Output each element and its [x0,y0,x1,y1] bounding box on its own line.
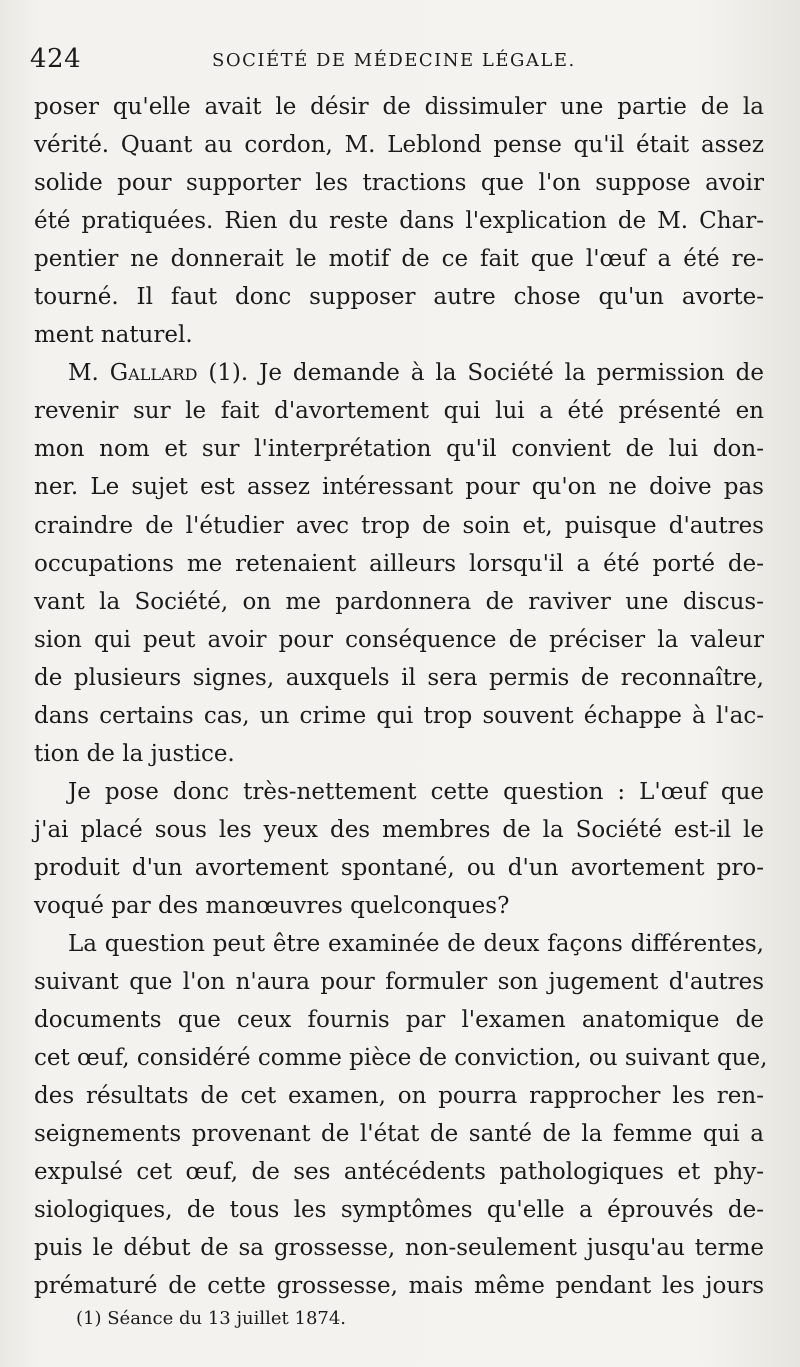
body-text [34,88,768,1306]
text-line: poser qu'elle avait le désir de dissimuler une partie de la [34,94,764,120]
text-line: La question peut être examinée de deux façons différentes, [68,931,764,958]
text-line: vérité. Quant au cordon, M. Leblond pense qu'il était assez [34,132,764,159]
text-line: documents que ceux fournis par l'examen anatomique de [34,1007,764,1034]
text-line: occupations me retenaient ailleurs lorsqu'il a été porté de- [34,550,764,577]
page-number: 424 [30,44,82,74]
text-line: des résultats de cet examen, on pourra rapprocher les ren- [34,1083,764,1110]
text-line: produit d'un avortement spontané, ou d'un avortement pro- [34,854,764,881]
text-segment: (1). Je demande à la Société la permission de [208,360,764,387]
text-line: j'ai placé sous les yeux des membres de la Société est-il le [34,816,764,843]
page-header [30,44,770,80]
text-line: siologiques, de tous les symptômes qu'elle a éprouvés de- [34,1197,764,1224]
text-line: cet œuf, considéré comme pièce de conviction, ou suivant que, [34,1045,768,1072]
text-line: de plusieurs signes, auxquels il sera permis de reconnaître, [34,664,764,691]
text-line: solide pour supporter les tractions que l'on suppose avoir [34,170,764,197]
text-line: tourné. Il faut donc supposer autre chose qu'un avorte- [34,284,764,311]
text-line: vant la Société, on me pardonnera de raviver une discus- [34,588,764,615]
text-line: seignements provenant de l'état de santé de la femme qui a [34,1121,764,1148]
text-line: ner. Le sujet est assez intéressant pour qu'on ne doive pas [34,474,764,501]
running-title: SOCIÉTÉ DE MÉDECINE LÉGALE. [212,50,576,71]
text-line: mon nom et sur l'interprétation qu'il convient de lui don- [34,436,764,463]
paragraph-speaker-line [34,354,764,392]
footnote: (1) Séance du 13 juillet 1874. [76,1308,347,1329]
text-line: prématuré de cette grossesse, mais même pendant les jours [34,1273,764,1300]
footnote-divider [34,1300,764,1301]
text-line: pentier ne donnerait le motif de ce fait que l'œuf a été re- [34,246,764,273]
speaker-name: Gallard [109,360,198,387]
text-line: tion de la justice. [34,740,235,767]
speaker-prefix: M. [68,360,99,387]
text-line: sion qui peut avoir pour conséquence de préciser la valeur [34,626,764,653]
text-line: puis le début de sa grossesse, non-seulement jusqu'au terme [34,1235,764,1262]
text-line: suivant que l'on n'aura pour formuler son jugement d'autres [34,969,764,996]
text-line: ment naturel. [34,322,193,349]
text-line: revenir sur le fait d'avortement qui lui a été présenté en [34,398,764,425]
text-line: craindre de l'étudier avec trop de soin et, puisque d'autres [34,512,764,539]
text-line: dans certains cas, un crime qui trop souvent échappe à l'ac- [34,702,764,729]
text-line: Je pose donc très-nettement cette question : L'œuf que [68,778,764,805]
text-line: expulsé cet œuf, de ses antécédents pathologiques et phy- [34,1159,764,1186]
text-line: été pratiquées. Rien du reste dans l'explication de M. Char- [34,208,764,235]
text-line: voqué par des manœuvres quelconques? [34,892,510,919]
